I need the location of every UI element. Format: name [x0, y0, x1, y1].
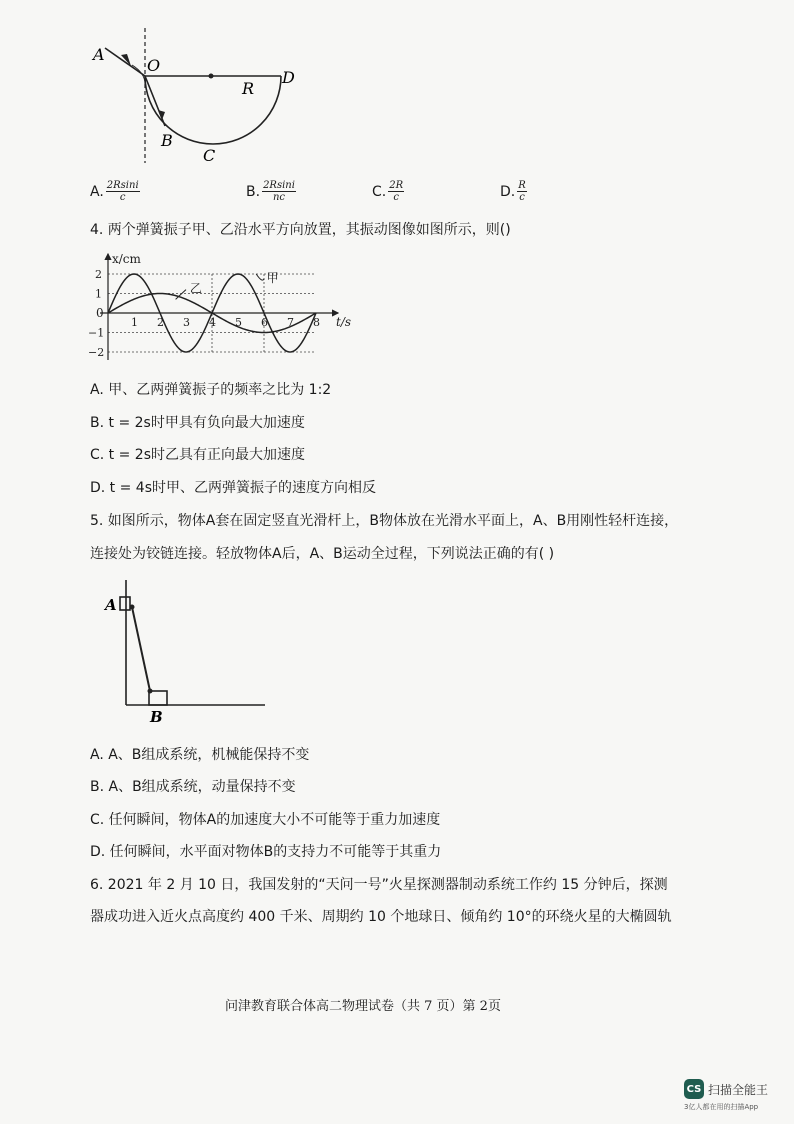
x-tick-label: 3 [183, 316, 190, 329]
label-B: B [150, 708, 163, 725]
rod-figure [100, 580, 280, 725]
x-tick-label: 4 [209, 316, 216, 329]
x-tick-label: 7 [287, 316, 294, 329]
x-tick-label: 2 [157, 316, 164, 329]
series-label-0: 甲 [266, 270, 279, 285]
page-footer: 问津教育联合体高二物理试卷（共 7 页）第 2页 [225, 999, 501, 1014]
q5-stem-line2: 连接处为铰链连接。轻放物体A后，A、B运动全过程，下列说法正确的有( ) [90, 546, 555, 562]
y-axis-label: x/cm [112, 252, 141, 266]
label-C: C [203, 146, 216, 165]
q4-option-b[interactable]: B. t = 2s时甲具有负向最大加速度 [90, 415, 305, 431]
q5-option-b[interactable]: B. A、B组成系统，动量保持不变 [90, 779, 296, 795]
watermark-title: 扫描全能王 [708, 1082, 769, 1097]
label-O: O [147, 56, 161, 75]
x-tick-label: 1 [131, 316, 138, 329]
q4-option-c[interactable]: C. t = 2s时乙具有正向最大加速度 [90, 447, 305, 463]
origin-label: 0 [96, 306, 104, 320]
q6-line1: 6. 2021 年 2 月 10 日，我国发射的“天问一号”火星探测器制动系统工作约 15 分钟后，探测 [90, 877, 668, 893]
series-leader-0 [256, 274, 264, 280]
label-A: A [105, 596, 117, 614]
q3-option-b[interactable]: B. $\frac{2Rsini}{nc}$ [246, 180, 295, 203]
semicircle-figure [85, 28, 305, 168]
camscanner-logo-icon: CS [684, 1079, 704, 1099]
q5-option-a[interactable]: A. A、B组成系统，机械能保持不变 [90, 747, 310, 763]
q5-option-d[interactable]: D. 任何瞬间，水平面对物体B的支持力不可能等于其重力 [90, 844, 442, 860]
q3-option-a[interactable]: A. $\frac{2Rsini}{c}$ [90, 180, 139, 203]
y-tick-label: 1 [95, 287, 102, 301]
y-tick-label: −1 [88, 326, 105, 340]
q6-line2: 器成功进入近火点高度约 400 千米、周期约 10 个地球日、倾角约 10°的环绕火星的大椭圆轨 [90, 909, 672, 925]
label-D: D [282, 68, 295, 87]
series-label-1: 乙 [189, 281, 202, 296]
y-tick-label: −2 [88, 346, 105, 359]
watermark-subtitle: 3亿人都在用的扫描App [684, 1103, 759, 1111]
x-tick-label: 5 [235, 316, 242, 329]
x-tick-label: 8 [313, 316, 320, 329]
q5-option-c[interactable]: C. 任何瞬间，物体A的加速度大小不可能等于重力加速度 [90, 812, 441, 828]
q3-option-c[interactable]: C. $\frac{2R}{c}$ [372, 180, 404, 203]
label-B: B [161, 131, 173, 150]
label-A: A [93, 45, 105, 64]
x-axis-label: t/s [336, 315, 352, 329]
vibration-chart [86, 250, 366, 362]
y-tick-label: 2 [95, 268, 102, 281]
q3-option-d[interactable]: D. $\frac{R}{c}$ [500, 180, 526, 203]
scanner-watermark [684, 1079, 768, 1099]
q4-stem: 4. 两个弹簧振子甲、乙沿水平方向放置，其振动图像如图所示，则() [90, 222, 511, 238]
q4-option-d[interactable]: D. t = 4s时甲、乙两弹簧振子的速度方向相反 [90, 480, 377, 496]
q4-option-a[interactable]: A. 甲、乙两弹簧振子的频率之比为 1:2 [90, 382, 332, 398]
x-tick-label: 6 [261, 316, 268, 329]
label-R: R [242, 79, 255, 98]
q5-stem-line1: 5. 如图所示，物体A套在固定竖直光滑杆上，B物体放在光滑水平面上，A、B用刚性轻杆连接， [90, 513, 679, 529]
